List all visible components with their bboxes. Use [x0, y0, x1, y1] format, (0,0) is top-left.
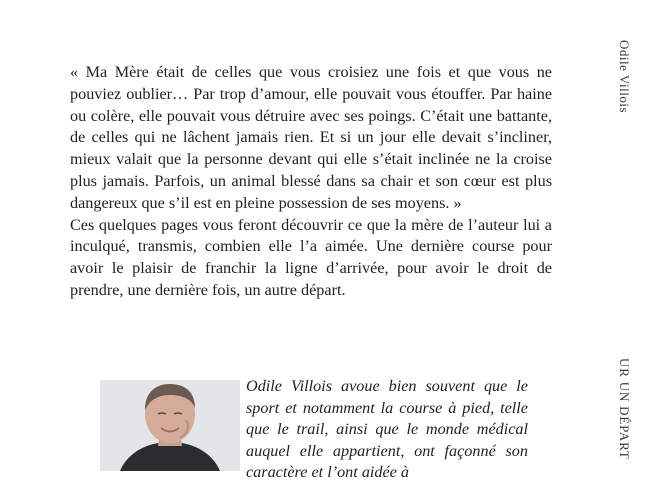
book-spine [616, 0, 646, 471]
author-bio: Odile Villois avoue bien souvent que le sport et notamment la course à pied, telle que le trail, ainsi que le monde médical auquel elle appartient, ont façonné son caractère et l’ont aidée à [246, 377, 528, 482]
spine-author-name: Odile Villois [617, 40, 632, 114]
author-portrait-illustration [100, 380, 240, 471]
author-photo [100, 380, 240, 471]
blurb-description: Ces quelques pages vous feront découvrir ce que la mère de l’auteur lui a inculqué, transmis, combien elle l’a aimée. Une dernière course pour avoir le plaisir de franchir la ligne d’arrivée, pour avoir le droit de prendre, une dernière fois, un autre départ. [70, 215, 552, 299]
blurb-quote: « Ma Mère était de celles que vous croisiez une fois et que vous ne pouviez oublier… Par trop d’amour, elle pouvait vous étouffer. Par haine ou colère, elle pouvait vous détruire avec ses poings. C’était une battante, de celles qui ne lâchent jamais rien. Et si un jour elle devait s’incliner, mieux valait que la personne devant qui elle s’était inclinée ne la croise plus jamais. Parfois, un animal blessé dans sa chair et son cœur est plus dangereux que s’il est en pleine possession de ses moyens. » [70, 63, 552, 212]
spine-book-title: UR UN DÉPART [617, 358, 632, 460]
blurb-text [70, 62, 552, 302]
